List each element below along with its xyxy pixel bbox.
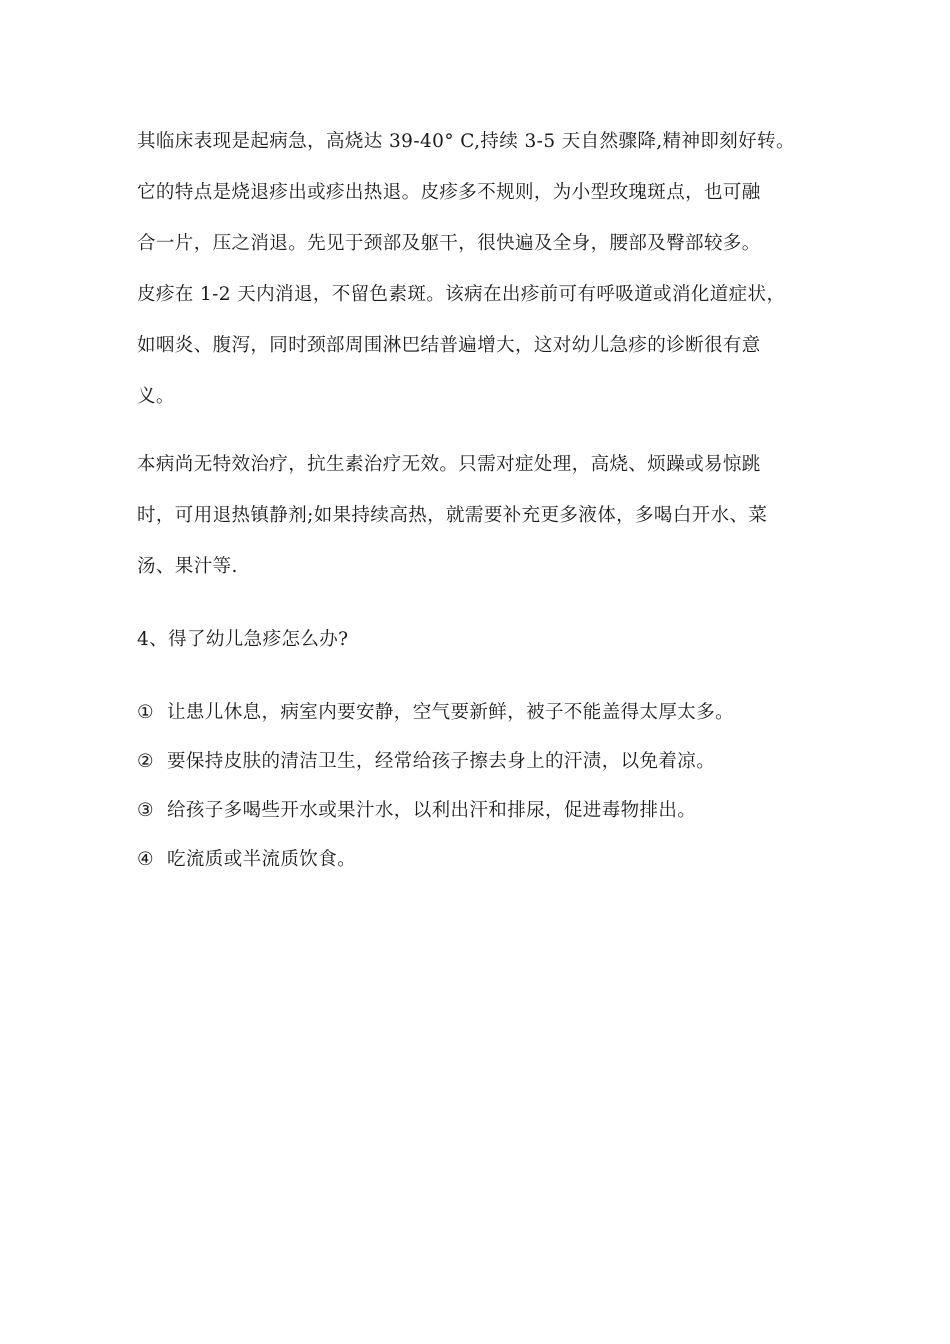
list-item	[137, 688, 734, 737]
list-item-text: 让患儿休息，病室内要安静，空气要新鲜，被子不能盖得太厚太多。	[167, 702, 735, 723]
list-item-text: 给孩子多喝些开水或果汁水，以利出汗和排尿，促进毒物排出。	[167, 800, 697, 821]
list-marker: ④	[137, 849, 154, 870]
text-line: 其临床表现是起病急，高烧达 39-40° C,持续 3-5 天自然骤降,精神即刻好转。	[137, 131, 795, 152]
text-line: 汤、果汁等.	[137, 556, 238, 577]
list-item	[137, 835, 734, 884]
text-line: 本病尚无特效治疗，抗生素治疗无效。只需对症处理，高烧、烦躁或易惊跳	[137, 454, 761, 475]
list-item	[137, 737, 734, 786]
list-item-text: 吃流质或半流质饮食。	[167, 849, 357, 870]
paragraph-symptoms	[137, 116, 827, 422]
list-marker: ②	[137, 751, 154, 772]
text-line: 如咽炎、腹泻，同时颈部周围淋巴结普遍增大，这对幼儿急疹的诊断很有意	[137, 335, 761, 356]
text-line: 皮疹在 1-2 天内消退，不留色素斑。该病在出疹前可有呼吸道或消化道症状，	[137, 284, 786, 305]
text-line: 义。	[137, 386, 175, 407]
section-heading: 4、得了幼儿急疹怎么办?	[137, 629, 349, 650]
text-line: 合一片，压之消退。先见于颈部及躯干，很快遍及全身，腰部及臀部较多。	[137, 233, 761, 254]
paragraph-treatment	[137, 439, 827, 592]
text-line: 它的特点是烧退疹出或疹出热退。皮疹多不规则，为小型玫瑰斑点，也可融	[137, 182, 761, 203]
list-marker: ①	[137, 702, 154, 723]
list-item-text: 要保持皮肤的清洁卫生，经常给孩子擦去身上的汗渍，以免着凉。	[167, 751, 716, 772]
list-item	[137, 786, 734, 835]
text-line: 时，可用退热镇静剂;如果持续高热，就需要补充更多液体，多喝白开水、菜	[137, 505, 768, 526]
care-steps-list	[137, 688, 734, 884]
list-marker: ③	[137, 800, 154, 821]
